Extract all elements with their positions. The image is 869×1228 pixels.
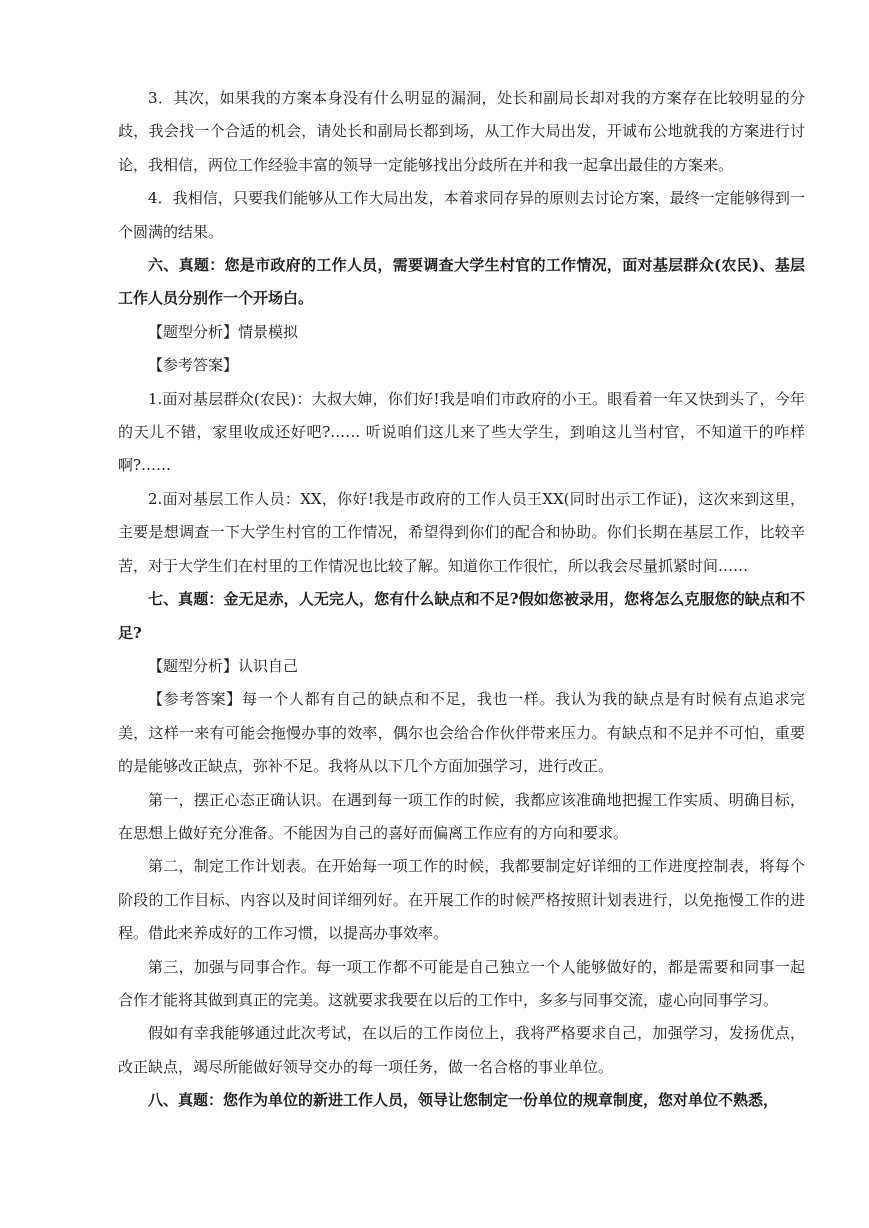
question-6-heading: 六、真题：您是市政府的工作人员，需要调查大学生村官的工作情况，面对基层群众(农民)、基层工作人员分别作一个开场白。	[118, 256, 805, 308]
question-7-type-analysis: 【题型分析】认识自己	[148, 656, 299, 675]
question-8-heading: 八、真题：您作为单位的新进工作人员，领导让您制定一份单位的规章制度，您对单位不熟悉，	[148, 1091, 779, 1110]
question-7-answer: 【参考答案】每一个人都有自己的缺点和不足，我也一样。我认为我的缺点是有时候有点追求完美，这样一来有可能会拖慢办事的效率，偶尔也会给合作伙伴带来压力。有缺点和不足并不可怕，重要的是能够改正缺点，弥补不足。我将从以下几个方面加强学习，进行改正。	[118, 690, 805, 776]
question-6-answer-staff: 2.面对基层工作人员：XX，你好!我是市政府的工作人员王XX(同时出示工作证)，这次来到这里，主要是想调查一下大学生村官的工作情况，希望得到你们的配合和协助。你们长期在基层工作，比较辛苦，对于大学生们在村里的工作情况也比较了解。知道你工作很忙，所以我会尽量抓紧时间……	[118, 489, 805, 575]
question-7-point-1: 第一，摆正心态正确认识。在遇到每一项工作的时候，我都应该准确地把握工作实质、明确目标，在思想上做好充分准备。不能因为自己的喜好而偏离工作应有的方向和要求。	[118, 790, 805, 842]
question-7-point-2: 第二，制定工作计划表。在开始每一项工作的时候，我都要制定好详细的工作进度控制表，将每个阶段的工作目标、内容以及时间详细列好。在开展工作的时候严格按照计划表进行，以免拖慢工作的进程。借此来养成好的工作习惯，以提高办事效率。	[118, 857, 805, 943]
question-7-point-3: 第三，加强与同事合作。每一项工作都不可能是自己独立一个人能够做好的，都是需要和同事一起合作才能将其做到真正的完美。这就要求我要在以后的工作中，多多与同事交流，虚心向同事学习。	[118, 957, 805, 1009]
paragraph-point-3: 3．其次，如果我的方案本身没有什么明显的漏洞，处长和副局长却对我的方案存在比较明显的分歧，我会找一个合适的机会，请处长和副局长都到场，从工作大局出发，开诚布公地就我的方案进行讨论，我相信，两位工作经验丰富的领导一定能够找出分歧所在并和我一起拿出最佳的方案来。	[118, 89, 805, 174]
question-6-type-analysis: 【题型分析】情景模拟	[148, 322, 299, 341]
paragraph-point-4: 4．我相信，只要我们能够从工作大局出发，本着求同存异的原则去讨论方案，最终一定能够得到一个圆满的结果。	[118, 189, 805, 241]
question-7-conclusion: 假如有幸我能够通过此次考试，在以后的工作岗位上，我将严格要求自己，加强学习，发扬优点，改正缺点，竭尽所能做好领导交办的每一项任务，做一名合格的事业单位。	[118, 1024, 805, 1076]
question-6-answer-villagers: 1.面对基层群众(农民)：大叔大婶，你们好!我是咱们市政府的小王。眼看着一年又快到头了，今年的天儿不错，家里收成还好吧?…… 听说咱们这儿来了些大学生，到咱这儿当村官，不知道干的咋样啊?……	[118, 389, 805, 475]
question-7-heading: 七、真题：金无足赤，人无完人，您有什么缺点和不足?假如您被录用，您将怎么克服您的缺点和不足?	[118, 590, 805, 642]
question-6-answer-label: 【参考答案】	[148, 356, 239, 375]
